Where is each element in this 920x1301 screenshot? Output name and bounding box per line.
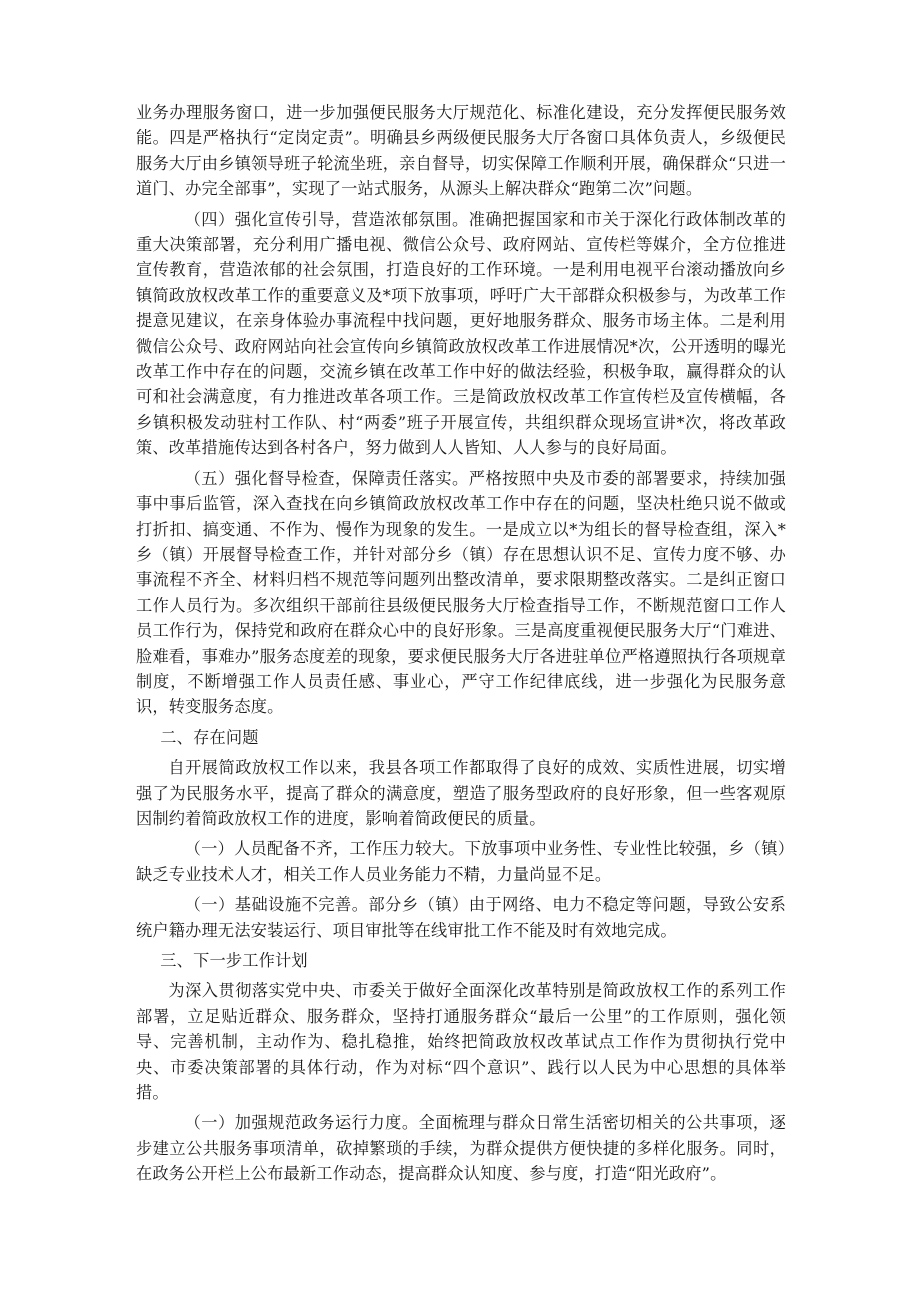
paragraph-continuation: 业务办理服务窗口，进一步加强便民服务大厅规范化、标准化建设，充分发挥便民服务效能。四是严格执行“定岗定责”。明确县乡两级便民服务大厅各窗口具体负责人，乡级便民服务大厅由乡镇领导班子轮流坐班，亲自督导，切实保障工作顺利开展，确保群众“只进一道门、办完全部事”，实现了一站式服务，从源头上解决群众“跑第二次”问题。 [136, 103, 786, 199]
paragraph-section-4: （四）强化宣传引导，营造浓郁氛围。准确把握国家和市关于深化行政体制改革的重大决策部署，充分利用广播电视、微信公众号、政府网站、宣传栏等媒介，全方位推进宣传教育，营造浓郁的社会氛围，打造良好的工作环境。一是利用电视平台滚动播放向乡镇简政放权改革工作的重要意义及*项下放事项，呼吁广大干部群众积极参与，为改革工作提意见建议，在亲身体验办事流程中找问题，更好地服务群众、服务市场主体。二是利用微信公众号、政府网站向社会宣传向乡镇简政放权改革工作进展情况*次，公开透明的曝光改革工作中存在的问题，交流乡镇在改革工作中好的做法经验，积极争取，赢得群众的认可和社会满意度，有力推进改革各项工作。三是简政放权改革工作宣传栏及宣传横幅，各乡镇积极发动驻村工作队、村“两委”班子开展宣传，共组织群众现场宣讲*次，将改革政策、改革措施传达到各村各户，努力做到人人皆知、人人参与的良好局面。 [136, 209, 786, 458]
heading-existing-problems: 二、存在问题 [160, 727, 259, 747]
paragraph-problem-infrastructure: （一）基础设施不完善。部分乡（镇）由于网络、电力不稳定等问题，导致公安系统户籍办理无法安装运行、项目审批等在线审批工作不能及时有效地完成。 [136, 895, 786, 940]
paragraph-problems-intro: 自开展简政放权工作以来，我县各项工作都取得了良好的成效、实质性进展，切实增强了为民服务水平，提高了群众的满意度，塑造了服务型政府的良好形象，但一些客观原因制约着简政放权工作的进度，影响着简政便民的质量。 [136, 758, 786, 828]
paragraph-next-step-1: （一）加强规范政务运行力度。全面梳理与群众日常生活密切相关的公共事项，逐步建立公共服务事项清单，砍掉繁琐的手续，为群众提供方便快捷的多样化服务。同时，在政务公开栏上公布最新工作动态，提高群众认知度、参与度，打造“阳光政府”。 [136, 1113, 786, 1184]
paragraph-section-5: （五）强化督导检查，保障责任落实。严格按照中央及市委的部署要求，持续加强事中事后监管，深入查找在向乡镇简政放权改革工作中存在的问题，坚决杜绝只说不做或打折扣、搞变通、不作为、慢作为现象的发生。一是成立以*为组长的督导检查组，深入*乡（镇）开展督导检查工作，并针对部分乡（镇）存在思想认识不足、宣传力度不够、办事流程不齐全、材料归档不规范等问题列出整改清单，要求限期整改落实。二是纠正窗口工作人员行为。多次组织干部前往县级便民服务大厅检查指导工作，不断规范窗口工作人员工作行为，保持党和政府在群众心中的良好形象。三是高度重视便民服务大厅“门难进、脸难看，事难办”服务态度差的现象，要求便民服务大厅各进驻单位严格遵照执行各项规章制度，不断增强工作人员责任感、事业心，严守工作纪律底线，进一步强化为民服务意识，转变服务态度。 [136, 468, 786, 717]
document-body [136, 100, 786, 1192]
paragraph-next-steps-intro: 为深入贯彻落实党中央、市委关于做好全面深化改革特别是简政放权工作的系列工作部署，立足贴近群众、服务群众，坚持打通服务群众“最后一公里”的工作原则，强化领导、完善机制，主动作为、稳扎稳推，始终把简政放权改革试点工作作为贯彻执行党中央、市委决策部署的具体行动，作为对标“四个意识”、践行以人民为中心思想的具体举措。 [136, 981, 786, 1103]
paragraph-problem-staffing: （一）人员配备不齐，工作压力较大。下放事项中业务性、专业性比较强，乡（镇）缺乏专业技术人才，相关工作人员业务能力不精，力量尚显不足。 [136, 839, 786, 884]
heading-next-steps: 三、下一步工作计划 [160, 951, 308, 970]
